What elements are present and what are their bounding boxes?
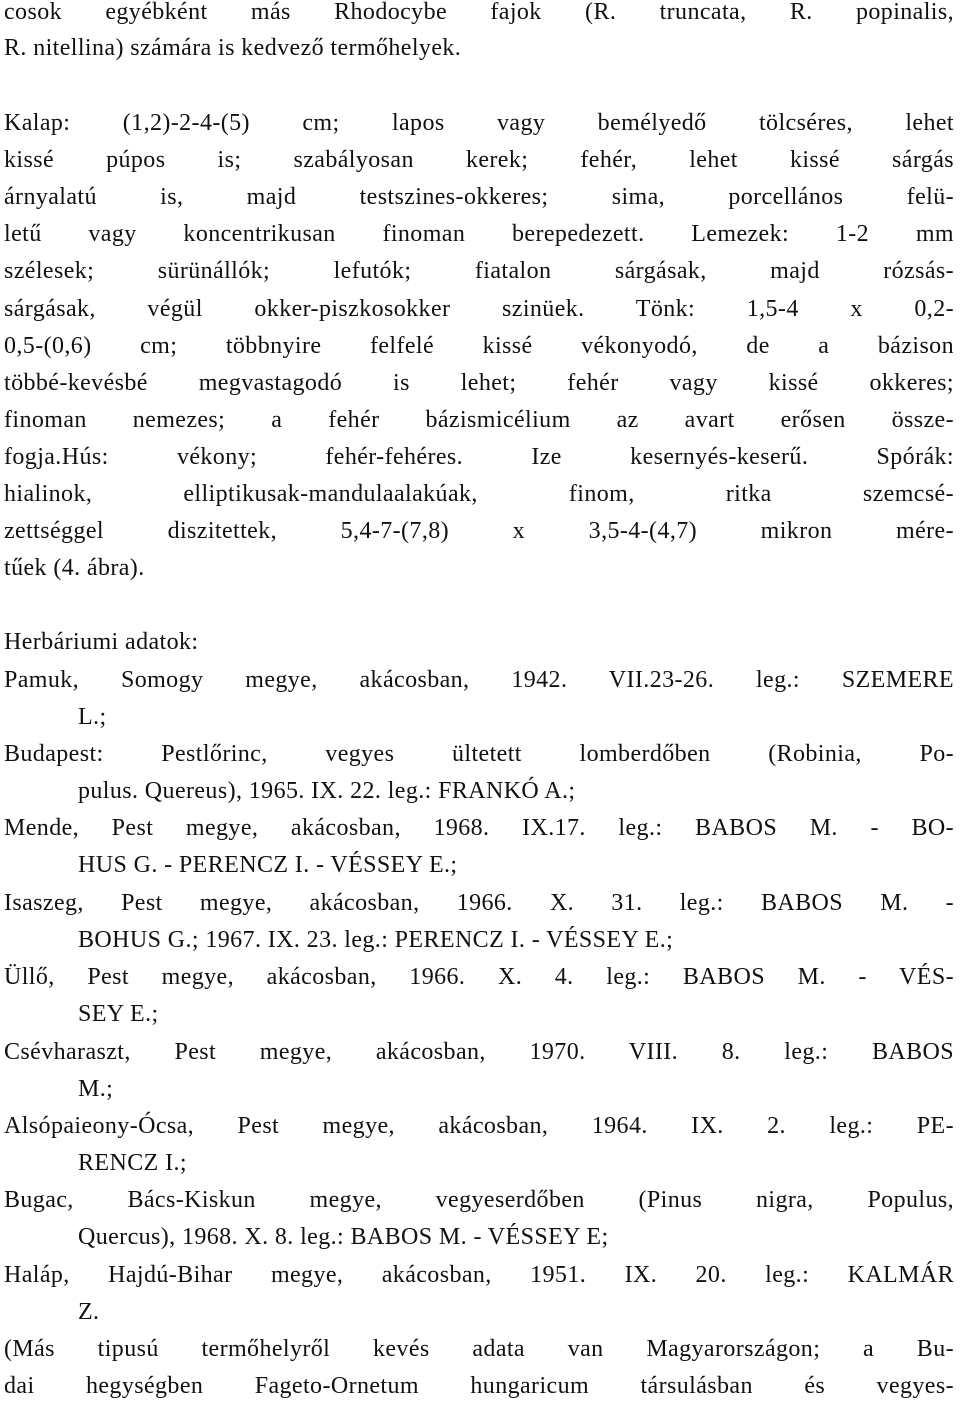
herbarium-record: Üllő, Pest megye, akácosban, 1966. X. 4. leg.: BABOS M. - VÉS- [4,964,954,990]
herbarium-record: Z. [78,1299,100,1325]
description-line: zettséggel diszitettek, 5,4-7-(7,8) x 3,5-4-(4,7) mikron mére- [4,518,954,544]
herbarium-record: pulus. Quereus), 1965. IX. 22. leg.: FRANKÓ A.; [78,778,576,804]
herbarium-record: Csévharaszt, Pest megye, akácosban, 1970. VIII. 8. leg.: BABOS [4,1039,954,1065]
herbarium-record: SEY E.; [78,1001,159,1027]
description-line: Kalap: (1,2)-2-4-(5) cm; lapos vagy bemélyedő tölcséres, lehet [4,110,954,136]
herbarium-record: M.; [78,1076,114,1102]
herbarium-record: Isaszeg, Pest megye, akácosban, 1966. X. 31. leg.: BABOS M. - [4,890,954,916]
herbarium-record: Haláp, Hajdú-Bihar megye, akácosban, 1951. IX. 20. leg.: KALMÁR [4,1262,954,1288]
herbarium-record: Quercus), 1968. X. 8. leg.: BABOS M. - VÉSSEY E; [78,1224,609,1250]
herbarium-record: Alsópaieony-Ócsa, Pest megye, akácosban, 1964. IX. 2. leg.: PE- [4,1113,954,1139]
intro-line: R. nitellina) számára is kedvező termőhelyek. [4,35,462,61]
description-line: hialinok, elliptikusak-mandulaalakúak, finom, ritka szemcsé- [4,481,954,507]
description-line: árnyalatú is, majd testszines-okkeres; sima, porcellános felü- [4,184,954,210]
herbarium-record: L.; [78,704,107,730]
herbarium-record: HUS G. - PERENCZ I. - VÉSSEY E.; [78,852,458,878]
herbarium-record: RENCZ I.; [78,1150,187,1176]
closing-line: (Más tipusú termőhelyről kevés adata van Magyarországon; a Bu- [4,1336,954,1362]
description-line: szélesek; sürünállók; lefutók; fiatalon sárgásak, majd rózsás- [4,258,954,284]
herbarium-record: Mende, Pest megye, akácosban, 1968. IX.17. leg.: BABOS M. - BO- [4,815,954,841]
herbarium-record: Bugac, Bács-Kiskun megye, vegyeserdőben (Pinus nigra, Populus, [4,1187,954,1213]
description-line: letű vagy koncentrikusan finoman berepedezett. Lemezek: 1-2 mm [4,221,954,247]
herbarium-heading: Herbáriumi adatok: [4,629,199,655]
description-line: kissé púpos is; szabályosan kerek; fehér, lehet kissé sárgás [4,147,954,173]
description-line: finoman nemezes; a fehér bázismicélium az avart erősen össze- [4,407,954,433]
description-line: tűek (4. ábra). [4,555,145,581]
herbarium-record: BOHUS G.; 1967. IX. 23. leg.: PERENCZ I. - VÉSSEY E.; [78,927,674,953]
intro-line: cosok egyébként más Rhodocybe fajok (R. truncata, R. popinalis, [4,0,954,25]
herbarium-record: Budapest: Pestlőrinc, vegyes ültetett lomberdőben (Robinia, Po- [4,741,954,767]
description-line: 0,5-(0,6) cm; többnyire felfelé kissé vékonyodó, de a bázison [4,333,954,359]
herbarium-record: Pamuk, Somogy megye, akácosban, 1942. VII.23-26. leg.: SZEMERE [4,667,954,693]
description-line: sárgásak, végül okker-piszkosokker szinüek. Tönk: 1,5-4 x 0,2- [4,296,954,322]
description-line: többé-kevésbé megvastagodó is lehet; fehér vagy kissé okkeres; [4,370,954,396]
description-line: fogja.Hús: vékony; fehér-fehéres. Ize kesernyés-keserű. Spórák: [4,444,954,470]
closing-line: dai hegységben Fageto-Ornetum hungaricum társulásban és vegyes- [4,1373,954,1399]
